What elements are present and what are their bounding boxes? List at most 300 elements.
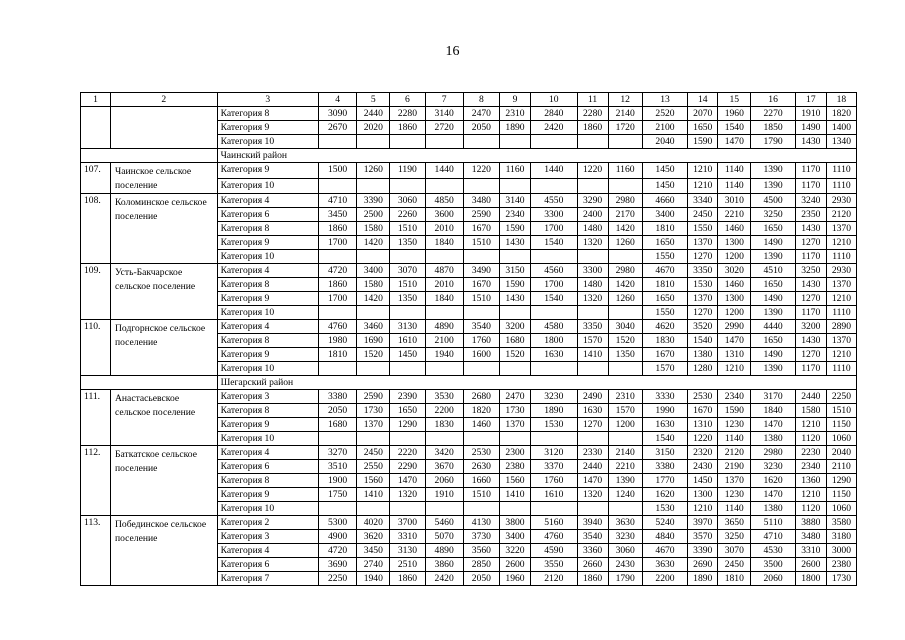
value-cell: 5160 bbox=[531, 516, 578, 530]
page-number: 16 bbox=[445, 44, 460, 59]
value-cell: 3480 bbox=[463, 194, 499, 208]
value-cell: 1650 bbox=[688, 121, 718, 135]
value-cell: 1580 bbox=[357, 222, 390, 236]
category-label: Категория 4 bbox=[217, 446, 318, 460]
settlement-name: Коломинское сельское поселение bbox=[111, 194, 218, 264]
value-cell: 1590 bbox=[688, 135, 718, 149]
value-cell: 1350 bbox=[608, 348, 642, 362]
column-header: 2 bbox=[111, 93, 218, 107]
value-cell: 1060 bbox=[826, 502, 856, 516]
value-cell: 1140 bbox=[718, 432, 751, 446]
value-cell: 2470 bbox=[499, 390, 530, 404]
value-cell: 1670 bbox=[688, 404, 718, 418]
value-cell: 2140 bbox=[608, 446, 642, 460]
value-cell: 1570 bbox=[642, 362, 688, 376]
column-header: 5 bbox=[357, 93, 390, 107]
value-cell: 2270 bbox=[751, 107, 795, 121]
value-cell: 1820 bbox=[826, 107, 856, 121]
value-cell: 3130 bbox=[390, 320, 425, 334]
value-cell: 4900 bbox=[318, 530, 356, 544]
value-cell: 1810 bbox=[642, 222, 688, 236]
category-label: Категория 9 bbox=[217, 292, 318, 306]
value-cell: 1490 bbox=[795, 121, 826, 135]
value-cell bbox=[531, 250, 578, 264]
table-row bbox=[81, 107, 857, 121]
value-cell bbox=[390, 306, 425, 320]
value-cell: 1470 bbox=[751, 488, 795, 502]
value-cell: 2340 bbox=[499, 208, 530, 222]
column-header: 17 bbox=[795, 93, 826, 107]
value-cell: 1980 bbox=[318, 334, 356, 348]
value-cell: 4720 bbox=[318, 544, 356, 558]
value-cell bbox=[577, 362, 608, 376]
value-cell: 1650 bbox=[751, 222, 795, 236]
district-spacer bbox=[81, 376, 218, 390]
value-cell: 1390 bbox=[608, 474, 642, 488]
value-cell: 1200 bbox=[718, 250, 751, 264]
value-cell: 3250 bbox=[795, 264, 826, 278]
value-cell bbox=[463, 178, 499, 194]
value-cell: 1140 bbox=[718, 178, 751, 194]
value-cell: 3000 bbox=[826, 544, 856, 558]
value-cell bbox=[499, 250, 530, 264]
value-cell: 1440 bbox=[425, 163, 463, 179]
value-cell: 1510 bbox=[826, 404, 856, 418]
value-cell bbox=[318, 502, 356, 516]
value-cell: 2140 bbox=[608, 107, 642, 121]
value-cell: 2930 bbox=[826, 264, 856, 278]
value-cell: 1650 bbox=[751, 334, 795, 348]
value-cell bbox=[499, 178, 530, 194]
value-cell: 3240 bbox=[795, 194, 826, 208]
value-cell: 1430 bbox=[795, 135, 826, 149]
value-cell: 1730 bbox=[357, 404, 390, 418]
value-cell: 3480 bbox=[795, 530, 826, 544]
value-cell: 1630 bbox=[642, 418, 688, 432]
value-cell: 1370 bbox=[826, 334, 856, 348]
value-cell: 1210 bbox=[795, 418, 826, 432]
value-cell: 2390 bbox=[390, 390, 425, 404]
value-cell: 2440 bbox=[357, 107, 390, 121]
value-cell: 2040 bbox=[826, 446, 856, 460]
value-cell bbox=[608, 432, 642, 446]
value-cell: 3140 bbox=[425, 107, 463, 121]
settlement-name: Усть-Бакчарское сельское поселение bbox=[111, 264, 218, 320]
value-cell: 1840 bbox=[425, 236, 463, 250]
value-cell: 2550 bbox=[357, 460, 390, 474]
value-cell: 2980 bbox=[608, 264, 642, 278]
value-cell bbox=[608, 135, 642, 149]
category-label: Категория 6 bbox=[217, 460, 318, 474]
value-cell: 1630 bbox=[577, 404, 608, 418]
value-cell: 1470 bbox=[718, 334, 751, 348]
value-cell: 3450 bbox=[357, 544, 390, 558]
value-cell: 1380 bbox=[751, 502, 795, 516]
value-cell: 2280 bbox=[390, 107, 425, 121]
value-cell: 1470 bbox=[751, 418, 795, 432]
value-cell: 1550 bbox=[642, 306, 688, 320]
value-cell: 1220 bbox=[463, 163, 499, 179]
value-cell: 3730 bbox=[463, 530, 499, 544]
value-cell bbox=[390, 135, 425, 149]
table-row bbox=[81, 516, 857, 530]
value-cell: 4670 bbox=[642, 544, 688, 558]
value-cell: 1270 bbox=[577, 418, 608, 432]
value-cell: 4760 bbox=[531, 530, 578, 544]
value-cell: 1340 bbox=[826, 135, 856, 149]
value-cell: 2590 bbox=[463, 208, 499, 222]
value-cell: 1370 bbox=[826, 222, 856, 236]
value-cell bbox=[425, 250, 463, 264]
value-cell: 1270 bbox=[688, 306, 718, 320]
column-header: 14 bbox=[688, 93, 718, 107]
value-cell: 4870 bbox=[425, 264, 463, 278]
column-header: 4 bbox=[318, 93, 356, 107]
value-cell: 2670 bbox=[318, 121, 356, 135]
category-label: Категория 8 bbox=[217, 404, 318, 418]
value-cell: 1370 bbox=[718, 474, 751, 488]
value-cell: 1110 bbox=[826, 306, 856, 320]
value-cell: 2600 bbox=[795, 558, 826, 572]
value-cell: 1570 bbox=[608, 404, 642, 418]
value-cell: 3370 bbox=[531, 460, 578, 474]
category-label: Категория 9 bbox=[217, 121, 318, 135]
value-cell: 1170 bbox=[795, 362, 826, 376]
value-cell: 1110 bbox=[826, 362, 856, 376]
value-cell: 1380 bbox=[751, 432, 795, 446]
value-cell: 1310 bbox=[718, 348, 751, 362]
value-cell bbox=[577, 432, 608, 446]
value-cell: 3010 bbox=[718, 194, 751, 208]
value-cell: 1730 bbox=[499, 404, 530, 418]
value-cell: 1430 bbox=[499, 236, 530, 250]
value-cell: 1480 bbox=[577, 278, 608, 292]
value-cell: 3300 bbox=[577, 264, 608, 278]
column-header: 11 bbox=[577, 93, 608, 107]
value-cell: 4840 bbox=[642, 530, 688, 544]
value-cell bbox=[318, 250, 356, 264]
value-cell bbox=[425, 135, 463, 149]
value-cell: 1430 bbox=[499, 292, 530, 306]
category-label: Категория 10 bbox=[217, 502, 318, 516]
value-cell: 1910 bbox=[795, 107, 826, 121]
value-cell: 1830 bbox=[642, 334, 688, 348]
value-cell: 1170 bbox=[795, 250, 826, 264]
value-cell: 3490 bbox=[463, 264, 499, 278]
value-cell: 2450 bbox=[688, 208, 718, 222]
value-cell: 2720 bbox=[425, 121, 463, 135]
value-cell: 3230 bbox=[751, 460, 795, 474]
value-cell: 3520 bbox=[688, 320, 718, 334]
settlement-name: Анастасьевское сельское поселение bbox=[111, 390, 218, 446]
value-cell: 2340 bbox=[718, 390, 751, 404]
value-cell: 1150 bbox=[826, 488, 856, 502]
table-row bbox=[81, 264, 857, 278]
settlement-name: Баткатское сельское поселение bbox=[111, 446, 218, 516]
value-cell: 3120 bbox=[531, 446, 578, 460]
table-row bbox=[81, 163, 857, 179]
value-cell: 1510 bbox=[463, 488, 499, 502]
value-cell: 1650 bbox=[751, 278, 795, 292]
value-cell: 3020 bbox=[718, 264, 751, 278]
value-cell: 2200 bbox=[642, 572, 688, 586]
value-cell: 1700 bbox=[318, 236, 356, 250]
table-row bbox=[81, 320, 857, 334]
value-cell: 1860 bbox=[390, 121, 425, 135]
value-cell: 4850 bbox=[425, 194, 463, 208]
value-cell bbox=[608, 306, 642, 320]
value-cell: 3940 bbox=[577, 516, 608, 530]
value-cell: 2120 bbox=[718, 446, 751, 460]
category-label: Категория 9 bbox=[217, 236, 318, 250]
value-cell: 4590 bbox=[531, 544, 578, 558]
value-cell: 1370 bbox=[688, 292, 718, 306]
value-cell: 1840 bbox=[751, 404, 795, 418]
value-cell: 1110 bbox=[826, 163, 856, 179]
settlement-name: Чаинское сельское поселение bbox=[111, 163, 218, 194]
value-cell: 1590 bbox=[718, 404, 751, 418]
category-label: Категория 10 bbox=[217, 306, 318, 320]
settlement-index: 112. bbox=[81, 446, 111, 516]
value-cell bbox=[357, 502, 390, 516]
district-row bbox=[81, 149, 857, 163]
value-cell: 1300 bbox=[718, 292, 751, 306]
value-cell: 2120 bbox=[826, 208, 856, 222]
value-cell: 1060 bbox=[826, 432, 856, 446]
value-cell: 1410 bbox=[499, 488, 530, 502]
district-name: Шегарский район bbox=[217, 376, 856, 390]
value-cell: 1160 bbox=[608, 163, 642, 179]
value-cell: 2310 bbox=[608, 390, 642, 404]
value-cell: 1510 bbox=[463, 236, 499, 250]
value-cell: 2530 bbox=[688, 390, 718, 404]
value-cell: 1110 bbox=[826, 250, 856, 264]
value-cell: 2590 bbox=[357, 390, 390, 404]
value-cell: 4550 bbox=[531, 194, 578, 208]
value-cell: 1350 bbox=[390, 236, 425, 250]
value-cell: 1890 bbox=[531, 404, 578, 418]
value-cell: 5240 bbox=[642, 516, 688, 530]
value-cell: 3060 bbox=[608, 544, 642, 558]
value-cell: 1760 bbox=[463, 334, 499, 348]
settlement-name bbox=[111, 107, 218, 149]
value-cell: 3250 bbox=[751, 208, 795, 222]
value-cell: 1410 bbox=[357, 488, 390, 502]
value-cell: 1310 bbox=[688, 418, 718, 432]
value-cell: 4710 bbox=[751, 530, 795, 544]
value-cell: 2210 bbox=[608, 460, 642, 474]
column-header: 13 bbox=[642, 93, 688, 107]
value-cell: 1110 bbox=[826, 178, 856, 194]
value-cell: 1390 bbox=[751, 178, 795, 194]
value-cell: 1530 bbox=[531, 418, 578, 432]
value-cell: 1910 bbox=[425, 488, 463, 502]
value-cell: 4560 bbox=[531, 264, 578, 278]
value-cell bbox=[463, 135, 499, 149]
value-cell: 1430 bbox=[795, 334, 826, 348]
value-cell bbox=[577, 502, 608, 516]
settlement-index: 109. bbox=[81, 264, 111, 320]
value-cell: 3200 bbox=[499, 320, 530, 334]
value-cell: 1630 bbox=[531, 348, 578, 362]
value-cell: 3420 bbox=[425, 446, 463, 460]
value-cell: 1960 bbox=[499, 572, 530, 586]
settlement-index: 110. bbox=[81, 320, 111, 376]
value-cell: 3620 bbox=[357, 530, 390, 544]
value-cell: 3360 bbox=[577, 544, 608, 558]
value-cell: 4020 bbox=[357, 516, 390, 530]
value-cell: 2050 bbox=[318, 404, 356, 418]
value-cell bbox=[531, 432, 578, 446]
value-cell: 3510 bbox=[318, 460, 356, 474]
value-cell bbox=[499, 432, 530, 446]
value-cell: 3390 bbox=[357, 194, 390, 208]
value-cell: 2070 bbox=[688, 107, 718, 121]
value-cell: 2280 bbox=[577, 107, 608, 121]
value-cell: 1940 bbox=[357, 572, 390, 586]
value-cell: 1580 bbox=[795, 404, 826, 418]
value-cell: 1370 bbox=[499, 418, 530, 432]
value-cell: 1400 bbox=[826, 121, 856, 135]
value-cell: 3230 bbox=[531, 390, 578, 404]
value-cell: 3070 bbox=[390, 264, 425, 278]
value-cell: 2250 bbox=[318, 572, 356, 586]
value-cell: 1830 bbox=[425, 418, 463, 432]
value-cell: 1210 bbox=[826, 348, 856, 362]
value-cell bbox=[499, 502, 530, 516]
value-cell: 1730 bbox=[826, 572, 856, 586]
value-cell: 1260 bbox=[608, 292, 642, 306]
value-cell: 1390 bbox=[751, 306, 795, 320]
value-cell: 4720 bbox=[318, 264, 356, 278]
value-cell bbox=[577, 178, 608, 194]
value-cell bbox=[531, 502, 578, 516]
value-cell bbox=[499, 306, 530, 320]
settlement-name: Подгорнское сельское поселение bbox=[111, 320, 218, 376]
value-cell: 1210 bbox=[826, 292, 856, 306]
value-cell: 1960 bbox=[718, 107, 751, 121]
value-cell bbox=[318, 432, 356, 446]
value-cell: 4500 bbox=[751, 194, 795, 208]
value-cell: 3200 bbox=[795, 320, 826, 334]
value-cell: 1550 bbox=[642, 250, 688, 264]
value-cell: 2330 bbox=[577, 446, 608, 460]
value-cell: 2260 bbox=[390, 208, 425, 222]
value-cell: 2980 bbox=[608, 194, 642, 208]
value-cell: 1390 bbox=[751, 250, 795, 264]
value-cell: 3310 bbox=[795, 544, 826, 558]
value-cell: 1940 bbox=[425, 348, 463, 362]
value-cell: 3380 bbox=[318, 390, 356, 404]
value-cell: 3690 bbox=[318, 558, 356, 572]
value-cell: 2020 bbox=[357, 121, 390, 135]
category-label: Категория 9 bbox=[217, 418, 318, 432]
value-cell: 3460 bbox=[357, 320, 390, 334]
value-cell: 1890 bbox=[688, 572, 718, 586]
value-cell: 1820 bbox=[463, 404, 499, 418]
column-header: 1 bbox=[81, 93, 111, 107]
value-cell bbox=[463, 502, 499, 516]
value-cell bbox=[608, 250, 642, 264]
value-cell bbox=[463, 306, 499, 320]
value-cell: 1320 bbox=[390, 488, 425, 502]
value-cell: 1720 bbox=[608, 121, 642, 135]
value-cell: 4890 bbox=[425, 320, 463, 334]
category-label: Категория 10 bbox=[217, 250, 318, 264]
table-row bbox=[81, 194, 857, 208]
value-cell: 1750 bbox=[318, 488, 356, 502]
value-cell: 3330 bbox=[642, 390, 688, 404]
category-label: Категория 8 bbox=[217, 107, 318, 121]
table-row bbox=[81, 446, 857, 460]
value-cell: 1140 bbox=[718, 502, 751, 516]
value-cell bbox=[531, 362, 578, 376]
value-cell: 1420 bbox=[357, 292, 390, 306]
value-cell: 3340 bbox=[688, 194, 718, 208]
value-cell: 3390 bbox=[688, 544, 718, 558]
value-cell: 1210 bbox=[795, 488, 826, 502]
value-cell: 1420 bbox=[357, 236, 390, 250]
value-cell: 2680 bbox=[463, 390, 499, 404]
value-cell: 1860 bbox=[577, 121, 608, 135]
category-label: Категория 10 bbox=[217, 432, 318, 446]
value-cell: 2890 bbox=[826, 320, 856, 334]
value-cell bbox=[608, 362, 642, 376]
value-cell: 3230 bbox=[608, 530, 642, 544]
value-cell: 2340 bbox=[795, 460, 826, 474]
column-header: 12 bbox=[608, 93, 642, 107]
value-cell: 1220 bbox=[577, 163, 608, 179]
value-cell: 1850 bbox=[751, 121, 795, 135]
value-cell: 3540 bbox=[577, 530, 608, 544]
value-cell: 2220 bbox=[390, 446, 425, 460]
settlement-index: 108. bbox=[81, 194, 111, 264]
value-cell: 4530 bbox=[751, 544, 795, 558]
value-cell: 1280 bbox=[688, 362, 718, 376]
value-cell: 3180 bbox=[826, 530, 856, 544]
value-cell: 1650 bbox=[642, 236, 688, 250]
category-label: Категория 4 bbox=[217, 544, 318, 558]
value-cell: 1290 bbox=[826, 474, 856, 488]
value-cell: 1500 bbox=[318, 163, 356, 179]
value-cell: 1800 bbox=[795, 572, 826, 586]
category-label: Категория 9 bbox=[217, 348, 318, 362]
value-cell: 4440 bbox=[751, 320, 795, 334]
value-cell bbox=[357, 432, 390, 446]
value-cell: 1380 bbox=[688, 348, 718, 362]
value-cell: 1390 bbox=[751, 362, 795, 376]
value-cell bbox=[577, 135, 608, 149]
value-cell: 1700 bbox=[318, 292, 356, 306]
value-cell: 2380 bbox=[826, 558, 856, 572]
value-cell: 2010 bbox=[425, 278, 463, 292]
value-cell: 4660 bbox=[642, 194, 688, 208]
value-cell: 1470 bbox=[577, 474, 608, 488]
value-cell: 1120 bbox=[795, 432, 826, 446]
value-cell: 1260 bbox=[608, 236, 642, 250]
value-cell bbox=[463, 432, 499, 446]
value-cell: 1680 bbox=[499, 334, 530, 348]
value-cell: 3400 bbox=[499, 530, 530, 544]
value-cell: 2010 bbox=[425, 222, 463, 236]
value-cell bbox=[357, 362, 390, 376]
value-cell bbox=[357, 135, 390, 149]
value-cell: 1320 bbox=[577, 292, 608, 306]
value-cell bbox=[577, 306, 608, 320]
value-cell: 1480 bbox=[577, 222, 608, 236]
value-cell: 2210 bbox=[718, 208, 751, 222]
value-cell: 2100 bbox=[425, 334, 463, 348]
